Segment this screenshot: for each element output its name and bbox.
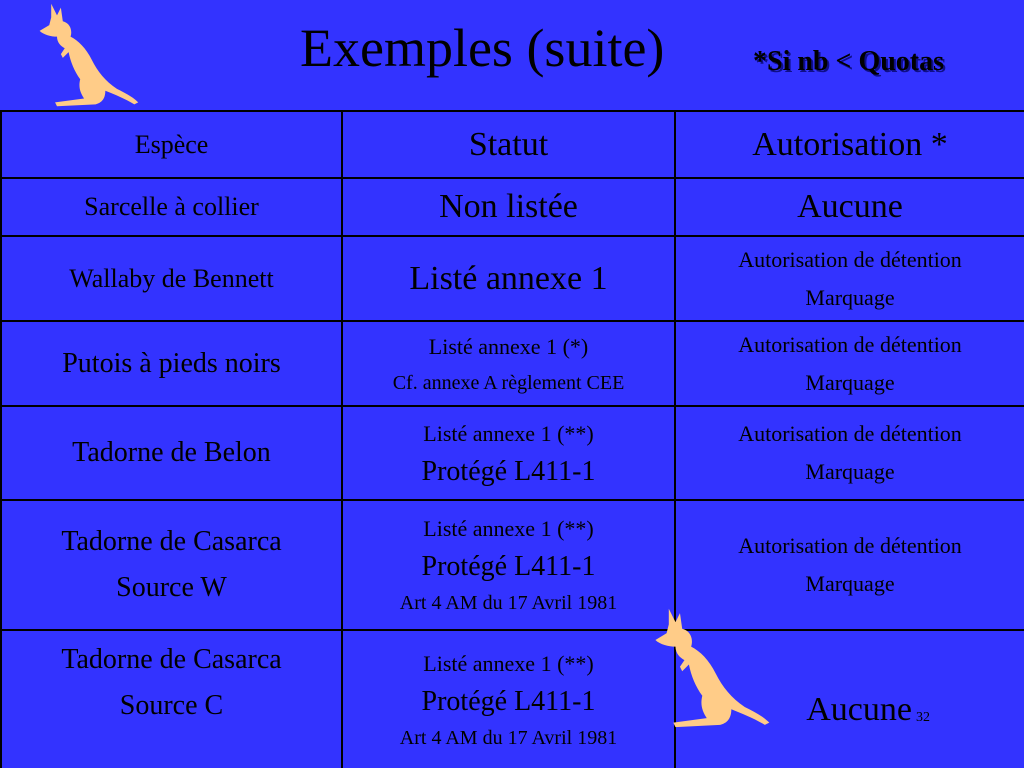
cell-autorisation [675,406,1024,500]
espece-line: Putois à pieds noirs [62,347,281,379]
cell-espece [1,500,342,630]
cell-espece [1,178,342,236]
table-header-row [1,111,1024,178]
table-row [1,406,1024,500]
cell-statut [342,321,675,406]
statut-line: Art 4 AM du 17 Avril 1981 [399,592,618,614]
cell-espece [1,630,342,768]
autorisation-line: Marquage [805,571,895,596]
table-row [1,236,1024,321]
statut-line: Listé annexe 1 (**) [423,421,594,446]
espece-line: Tadorne de Casarca [61,526,282,557]
autorisation-line: Marquage [805,459,895,484]
espece-line: Tadorne de Casarca [61,644,282,675]
header-espece: Espèce [1,111,342,178]
kangaroo-icon [642,604,776,734]
cell-statut [342,178,675,236]
statut-line: Art 4 AM du 17 Avril 1981 [399,727,618,749]
cell-autorisation [675,236,1024,321]
autorisation-line: Autorisation de détention [738,246,962,272]
cell-autorisation [675,321,1024,406]
table-row [1,500,1024,630]
espece-line: Source W [116,572,227,603]
autorisation-line: Marquage [805,284,895,310]
autorisation-line: Autorisation de détention [738,331,962,357]
statut-line: Non listée [439,188,578,225]
autorisation-line: Autorisation de détention [738,421,962,446]
autorisation-line: Marquage [805,369,895,395]
autorisation-line: Aucune [806,691,912,728]
cell-statut [342,500,675,630]
cell-espece [1,406,342,500]
table-row [1,630,1024,768]
cell-espece [1,236,342,321]
espece-line: Source C [119,690,224,721]
statut-line: Protégé L411-1 [421,456,596,487]
slide-title: Exemples (suite) [300,18,665,78]
espece-line: Sarcelle à collier [84,192,259,221]
espece-line: Wallaby de Bennett [69,263,274,293]
autorisation-line: Aucune [797,188,903,225]
statut-line: Cf. annexe A règlement CEE [392,371,625,394]
cell-autorisation [675,178,1024,236]
statut-line: Listé annexe 1 [409,259,608,297]
autorisation-line: Autorisation de détention [738,533,962,558]
kangaroo-icon [28,0,144,112]
statut-line: Listé annexe 1 (**) [423,651,594,676]
table-row [1,178,1024,236]
quota-note: *Si nb < Quotas [753,46,945,77]
statut-line: Listé annexe 1 (**) [423,516,594,541]
cell-statut [342,630,675,768]
header-statut: Statut [342,111,675,178]
cell-statut [342,406,675,500]
statut-line: Listé annexe 1 (*) [428,333,589,359]
cell-statut [342,236,675,321]
cell-espece [1,321,342,406]
species-table [0,110,1024,768]
header-autorisation: Autorisation * [675,111,1024,178]
espece-line: Tadorne de Belon [72,437,271,468]
page-number: 32 [916,710,930,725]
statut-line: Protégé L411-1 [421,686,596,717]
table-row [1,321,1024,406]
statut-line: Protégé L411-1 [421,551,596,582]
